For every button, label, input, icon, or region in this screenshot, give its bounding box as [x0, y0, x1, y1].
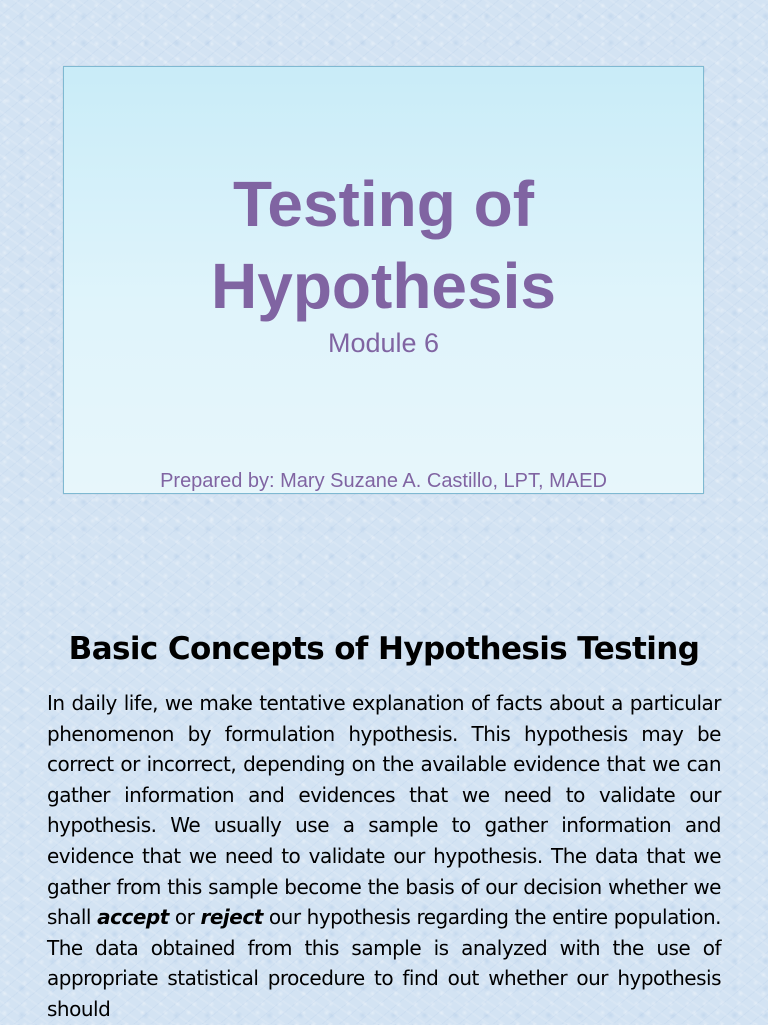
author-credit: Prepared by: Mary Suzane A. Castillo, LPT, MAED	[160, 470, 607, 492]
slide-title: Testing of Hypothesis	[211, 168, 556, 322]
emphasis-reject: reject	[200, 905, 263, 930]
paragraph-text-3: our hypothesis regarding the entire population. The data obtained from this sample is analyzed with the use of appropriate statistical procedure to find out whether our hypothesis should	[47, 905, 721, 1021]
slide-subtitle: Module 6	[327, 328, 440, 358]
paragraph-text-2: or	[168, 905, 201, 930]
body-paragraph	[47, 688, 721, 1025]
emphasis-accept: accept	[97, 905, 169, 930]
section-heading: Basic Concepts of Hypothesis Testing	[68, 631, 700, 667]
title-slide	[63, 66, 704, 494]
paragraph-text-1: In daily life, we make tentative explanation of facts about a particular phenomenon by formulation hypothesis. This hypothesis may be correct or incorrect, depending on the available evidence that we can gather information and evidences that we need to validate our hypothesis. We usually use a sample to gather information and evidence that we need to validate our hypothesis. The data that we gather from this sample become the basis of our decision whether we shall	[47, 691, 721, 930]
